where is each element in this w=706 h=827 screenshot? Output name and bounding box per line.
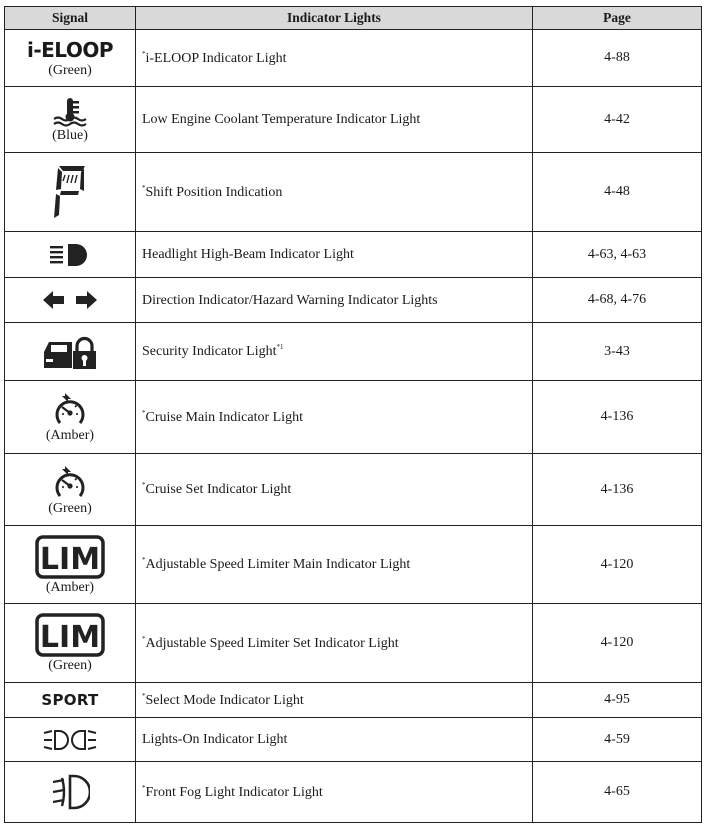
indicator-cell [136, 718, 533, 762]
table-row [5, 323, 702, 381]
note-marker: * [142, 556, 146, 564]
note-marker: * [142, 481, 146, 489]
signal-cell [5, 604, 136, 683]
table-row [5, 232, 702, 278]
indicator-cell [136, 153, 533, 232]
indicator-cell [136, 87, 533, 153]
header-page: Page [533, 7, 702, 30]
page-cell: 4-68, 4-76 [533, 278, 702, 323]
indicator-cell [136, 30, 533, 87]
security-car-lock-icon [42, 334, 98, 370]
note-marker: * [142, 634, 146, 643]
signal-cell [5, 718, 136, 762]
table-row [5, 454, 702, 526]
page-cell: 3-43 [533, 323, 702, 381]
cruise-set-icon [51, 464, 89, 500]
color-note: (Amber) [45, 428, 95, 443]
table-row [5, 762, 702, 823]
indicator-label: Cruise Set Indicator Light [145, 482, 292, 497]
indicator-cell [136, 454, 533, 526]
lim-text: LIM [39, 620, 101, 655]
page-cell: 4-63, 4-63 [533, 232, 702, 278]
indicator-cell [136, 604, 533, 683]
signal-cell [5, 683, 136, 718]
signal-cell [5, 526, 136, 604]
signal-cell [5, 323, 136, 381]
table-row [5, 683, 702, 718]
indicator-label: Direction Indicator/Hazard Warning Indicator Lights [142, 292, 438, 308]
signal-cell [5, 232, 136, 278]
header-indicator-lights: Indicator Lights [136, 7, 533, 30]
note-marker: * [142, 183, 146, 192]
color-note: (Amber) [45, 579, 95, 595]
front-fog-light-icon [50, 773, 90, 811]
indicator-label: Headlight High-Beam Indicator Light [142, 247, 354, 262]
table-row [5, 278, 702, 323]
lim-text: LIM [39, 541, 101, 577]
note-marker: * [142, 408, 146, 417]
indicator-label: Security Indicator Light [142, 344, 277, 359]
speed-limiter-main-icon [35, 535, 105, 579]
signal-cell [5, 30, 136, 87]
table-row [5, 604, 702, 683]
indicator-cell [136, 278, 533, 323]
note-marker: * [142, 783, 146, 792]
low-coolant-temperature-icon [50, 97, 90, 127]
table-row [5, 718, 702, 762]
indicator-label: Adjustable Speed Limiter Main Indicator Light [145, 557, 411, 572]
indicator-label: Lights-On Indicator Light [142, 732, 288, 747]
indicator-label: Adjustable Speed Limiter Set Indicator Light [145, 635, 399, 651]
page-cell: 4-95 [533, 683, 702, 718]
page-cell: 4-65 [533, 762, 702, 823]
indicator-cell [136, 762, 533, 823]
signal-cell [5, 87, 136, 153]
table-row [5, 153, 702, 232]
high-beam-icon [48, 243, 92, 267]
speed-limiter-set-icon [35, 613, 105, 657]
page-cell: 4-120 [533, 604, 702, 683]
table-row [5, 30, 702, 87]
indicator-label: Low Engine Coolant Temperature Indicator Light [142, 112, 421, 127]
indicator-label: Shift Position Indication [145, 184, 283, 200]
indicator-cell [136, 232, 533, 278]
lights-on-icon [42, 729, 98, 751]
signal-cell [5, 381, 136, 454]
page-cell: 4-136 [533, 454, 702, 526]
signal-cell [5, 454, 136, 526]
indicator-lights-table [4, 6, 702, 823]
color-note: (Green) [48, 62, 92, 78]
indicator-cell [136, 381, 533, 454]
table-row [5, 526, 702, 604]
note-marker: * [142, 49, 146, 58]
indicator-cell [136, 526, 533, 604]
color-note: (Blue) [52, 127, 88, 143]
page-cell: 4-120 [533, 526, 702, 604]
header-row [5, 7, 702, 30]
direction-arrows-icon [42, 290, 98, 310]
signal-cell [5, 153, 136, 232]
page-cell: 4-42 [533, 87, 702, 153]
shift-position-p-icon [50, 163, 90, 221]
page-cell: 4-48 [533, 153, 702, 232]
table-row [5, 381, 702, 454]
indicator-cell [136, 683, 533, 718]
indicator-label: Front Fog Light Indicator Light [145, 784, 323, 800]
indicator-label: Select Mode Indicator Light [145, 692, 304, 708]
page-cell: 4-136 [533, 381, 702, 454]
header-signal: Signal [5, 7, 136, 30]
indicator-cell [136, 323, 533, 381]
indicator-label: Cruise Main Indicator Light [145, 409, 303, 425]
i-eloop-icon: i-ELOOP [26, 37, 113, 62]
note-marker: * [142, 691, 146, 700]
page-cell: 4-88 [533, 30, 702, 87]
sport-mode-icon: SPORT [41, 690, 99, 709]
signal-cell [5, 278, 136, 323]
page-cell: 4-59 [533, 718, 702, 762]
footnote-marker: *1 [276, 343, 284, 351]
color-note: (Green) [48, 658, 92, 673]
indicator-label: i-ELOOP Indicator Light [145, 50, 287, 66]
cruise-main-icon [51, 391, 89, 427]
signal-cell [5, 762, 136, 823]
table-row [5, 87, 702, 153]
color-note: (Green) [48, 500, 92, 516]
